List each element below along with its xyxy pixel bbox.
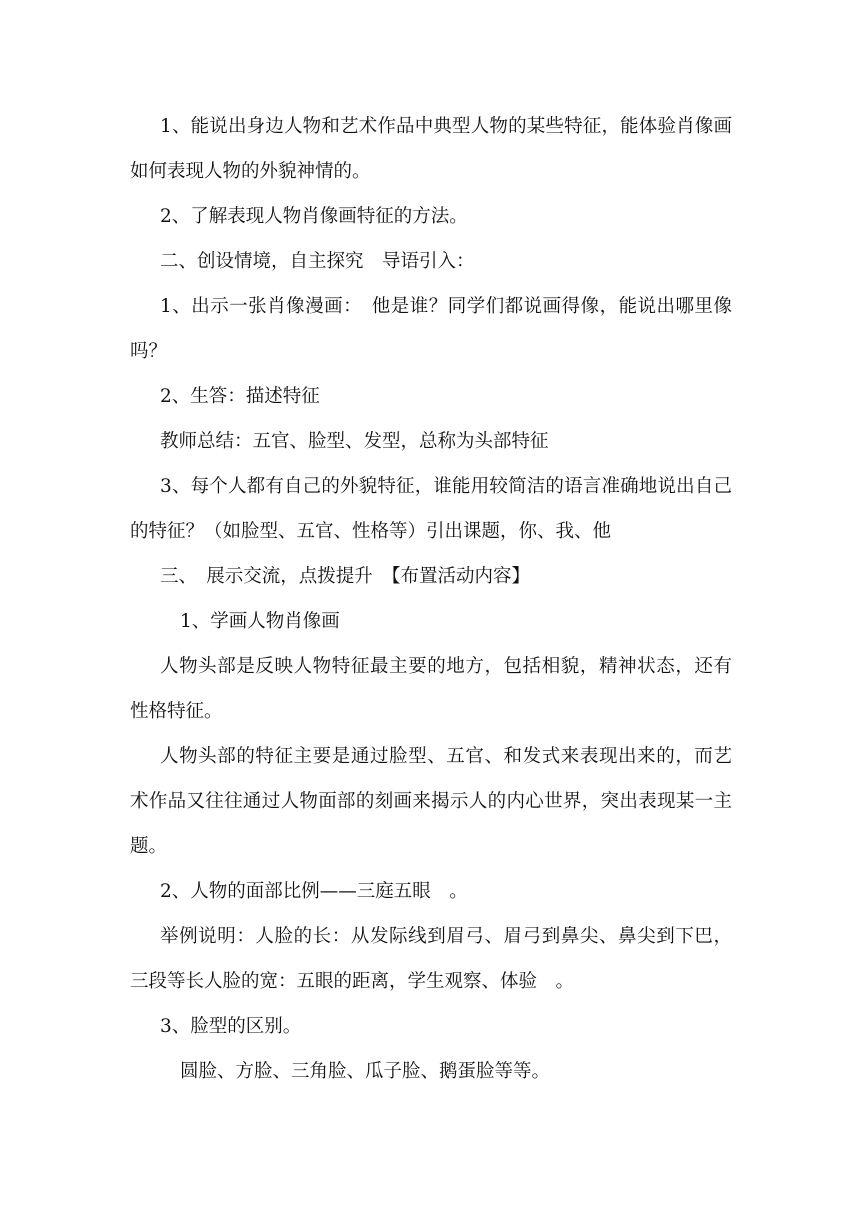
paragraph-head-features: 人物头部是反映人物特征最主要的地方，包括相貌，精神状态，还有性格特征。 <box>130 656 732 722</box>
subheading-face-shape: 3、脸型的区别。 <box>160 1016 302 1037</box>
paragraph-head-expression: 人物头部的特征主要是通过脸型、五官、和发式来表现出来的，而艺术作品又往往通过人物面部的刻画来揭示人的内心世界，突出表现某一主题。 <box>130 746 732 857</box>
subheading-portrait: 1、学画人物肖像画 <box>180 611 340 632</box>
subheading-face-proportion: 2、人物的面部比例——三庭五眼 。 <box>160 881 468 902</box>
paragraph-objective-1: 1、能说出身边人物和艺术作品中典型人物的某些特征，能体验肖像画如何表现人物的外貌神情的。 <box>130 116 732 182</box>
section-heading-3: 三、 展示交流，点拨提升 【布置活动内容】 <box>160 566 531 587</box>
paragraph-step-1: 1、出示一张肖像漫画： 他是谁？同学们都说画得像，能说出哪里像吗？ <box>130 296 732 362</box>
paragraph-teacher-summary: 教师总结：五官、脸型、发型，总称为头部特征 <box>160 431 549 452</box>
paragraph-example: 举例说明：人脸的长：从发际线到眉弓、眉弓到鼻尖、鼻尖到下巴，三段等长人脸的宽：五眼的距离，学生观察、体验 。 <box>130 926 732 992</box>
document-body <box>130 104 732 1094</box>
paragraph-face-shape-list: 圆脸、方脸、三角脸、瓜子脸、鹅蛋脸等等。 <box>180 1061 551 1082</box>
paragraph-step-2: 2、生答：描述特征 <box>160 386 320 407</box>
paragraph-objective-2: 2、了解表现人物肖像画特征的方法。 <box>160 206 468 227</box>
section-heading-2: 二、创设情境，自主探究 导语引入： <box>160 251 475 272</box>
paragraph-step-3: 3、每个人都有自己的外貌特征，谁能用较简洁的语言准确地说出自己的特征？（如脸型、五官、性格等）引出课题，你、我、他 <box>130 476 732 542</box>
